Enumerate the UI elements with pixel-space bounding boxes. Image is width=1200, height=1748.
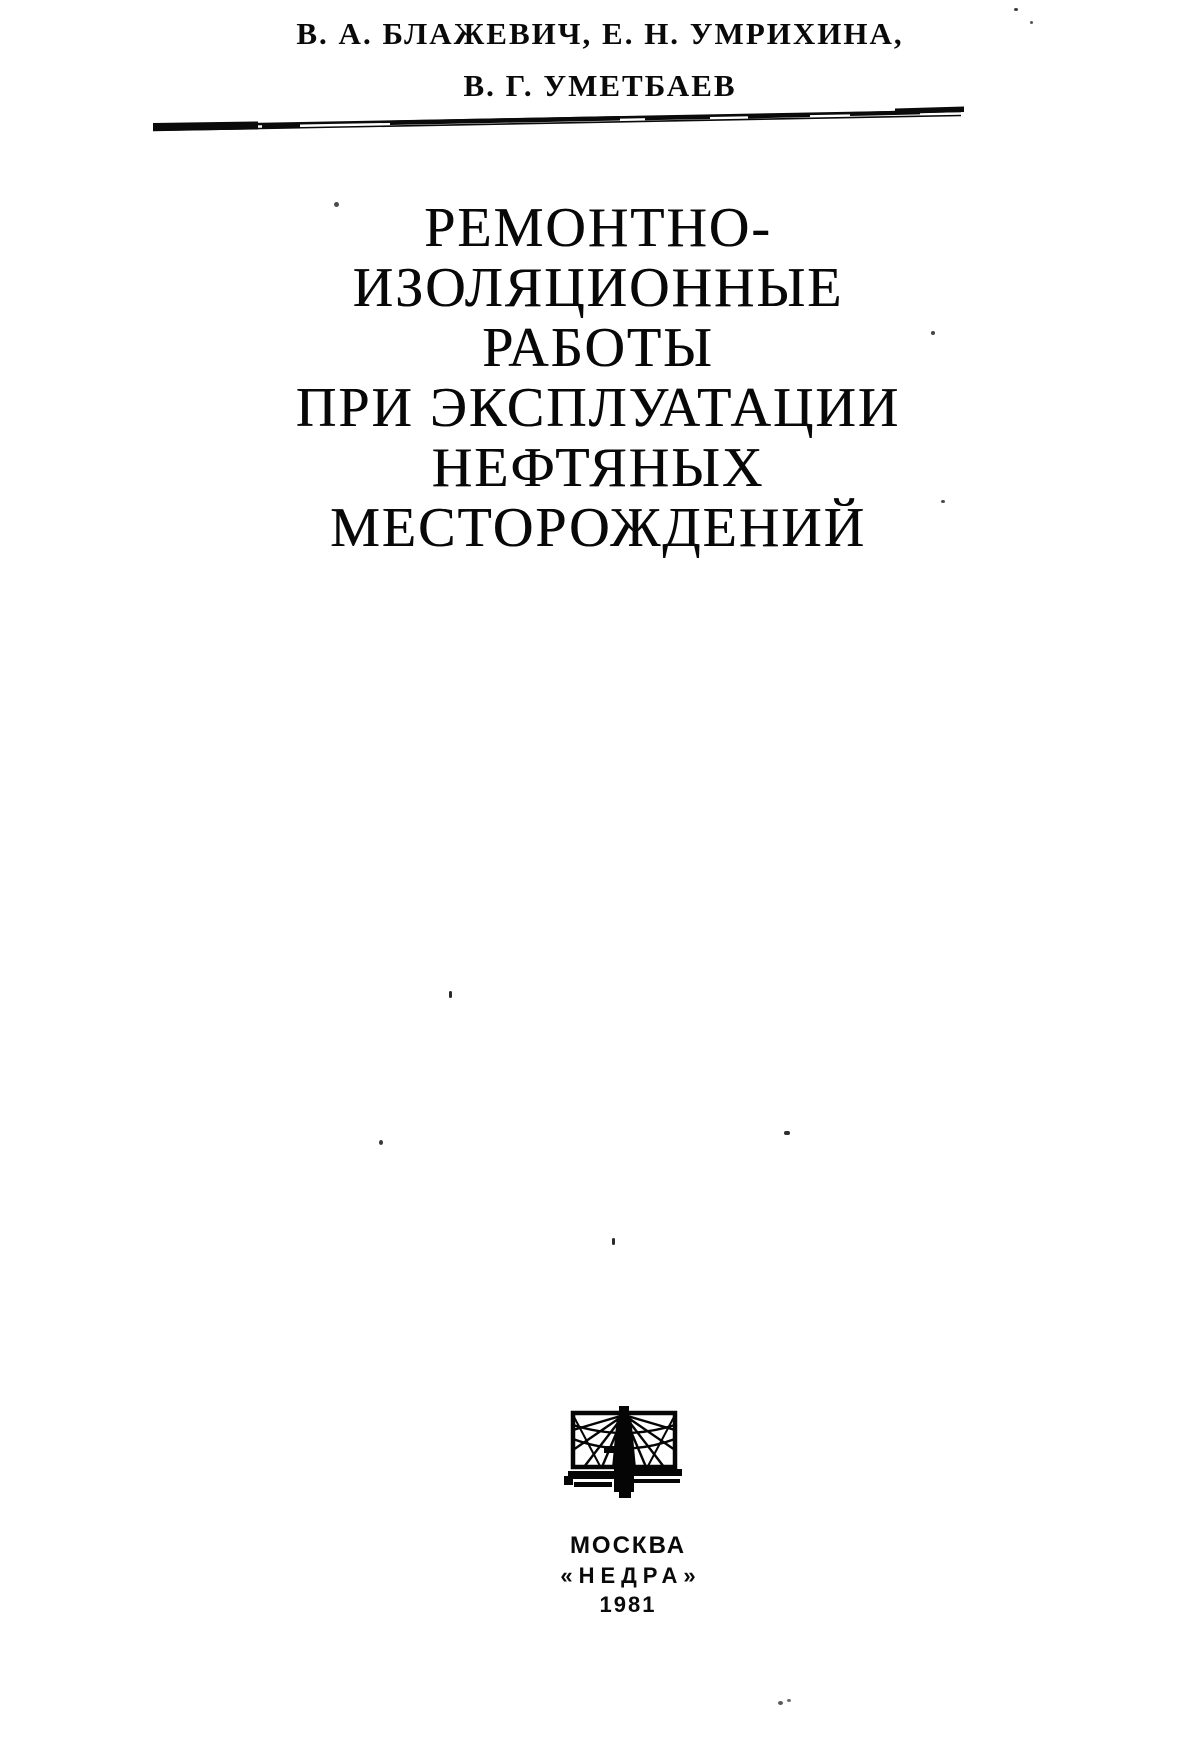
scan-speck	[379, 1140, 383, 1145]
authors-block	[0, 8, 1200, 112]
book-title-line-5: НЕФТЯНЫХ	[431, 437, 765, 499]
scan-speck	[778, 1701, 783, 1705]
rule-line-graphic	[150, 102, 964, 138]
scan-speck	[784, 1131, 790, 1135]
book-title-line-4: ПРИ ЭКСПЛУАТАЦИИ	[295, 377, 901, 439]
publisher-emblem-graphic	[562, 1406, 686, 1498]
book-title-line-2: ИЗОЛЯЦИОННЫЕ	[352, 257, 844, 319]
nedra-publisher-emblem-icon	[562, 1406, 686, 1498]
book-title-line-1: РЕМОНТНО-	[424, 197, 772, 259]
authors-line-2: В. Г. УМЕТБАЕВ	[463, 68, 737, 103]
scan-speck	[334, 202, 339, 207]
title-rule	[150, 102, 964, 138]
scan-speck	[449, 991, 452, 998]
publication-year: 1981	[599, 1592, 657, 1617]
book-title-line-6: МЕСТОРОЖДЕНИЙ	[329, 497, 867, 559]
scan-speck	[787, 1699, 791, 1702]
scan-speck	[1030, 21, 1033, 24]
scan-speck	[1014, 8, 1018, 11]
authors-line-1: В. А. БЛАЖЕВИЧ, Е. Н. УМРИХИНА,	[296, 16, 904, 51]
book-title	[0, 198, 1196, 558]
book-title-line-3: РАБОТЫ	[482, 317, 714, 379]
scan-speck	[931, 331, 935, 335]
colophon-block	[554, 1532, 701, 1618]
scan-speck	[941, 500, 945, 503]
publisher-name: «НЕДРА»	[560, 1563, 702, 1588]
publisher-city: МОСКВА	[569, 1532, 687, 1559]
scan-speck	[612, 1238, 615, 1245]
